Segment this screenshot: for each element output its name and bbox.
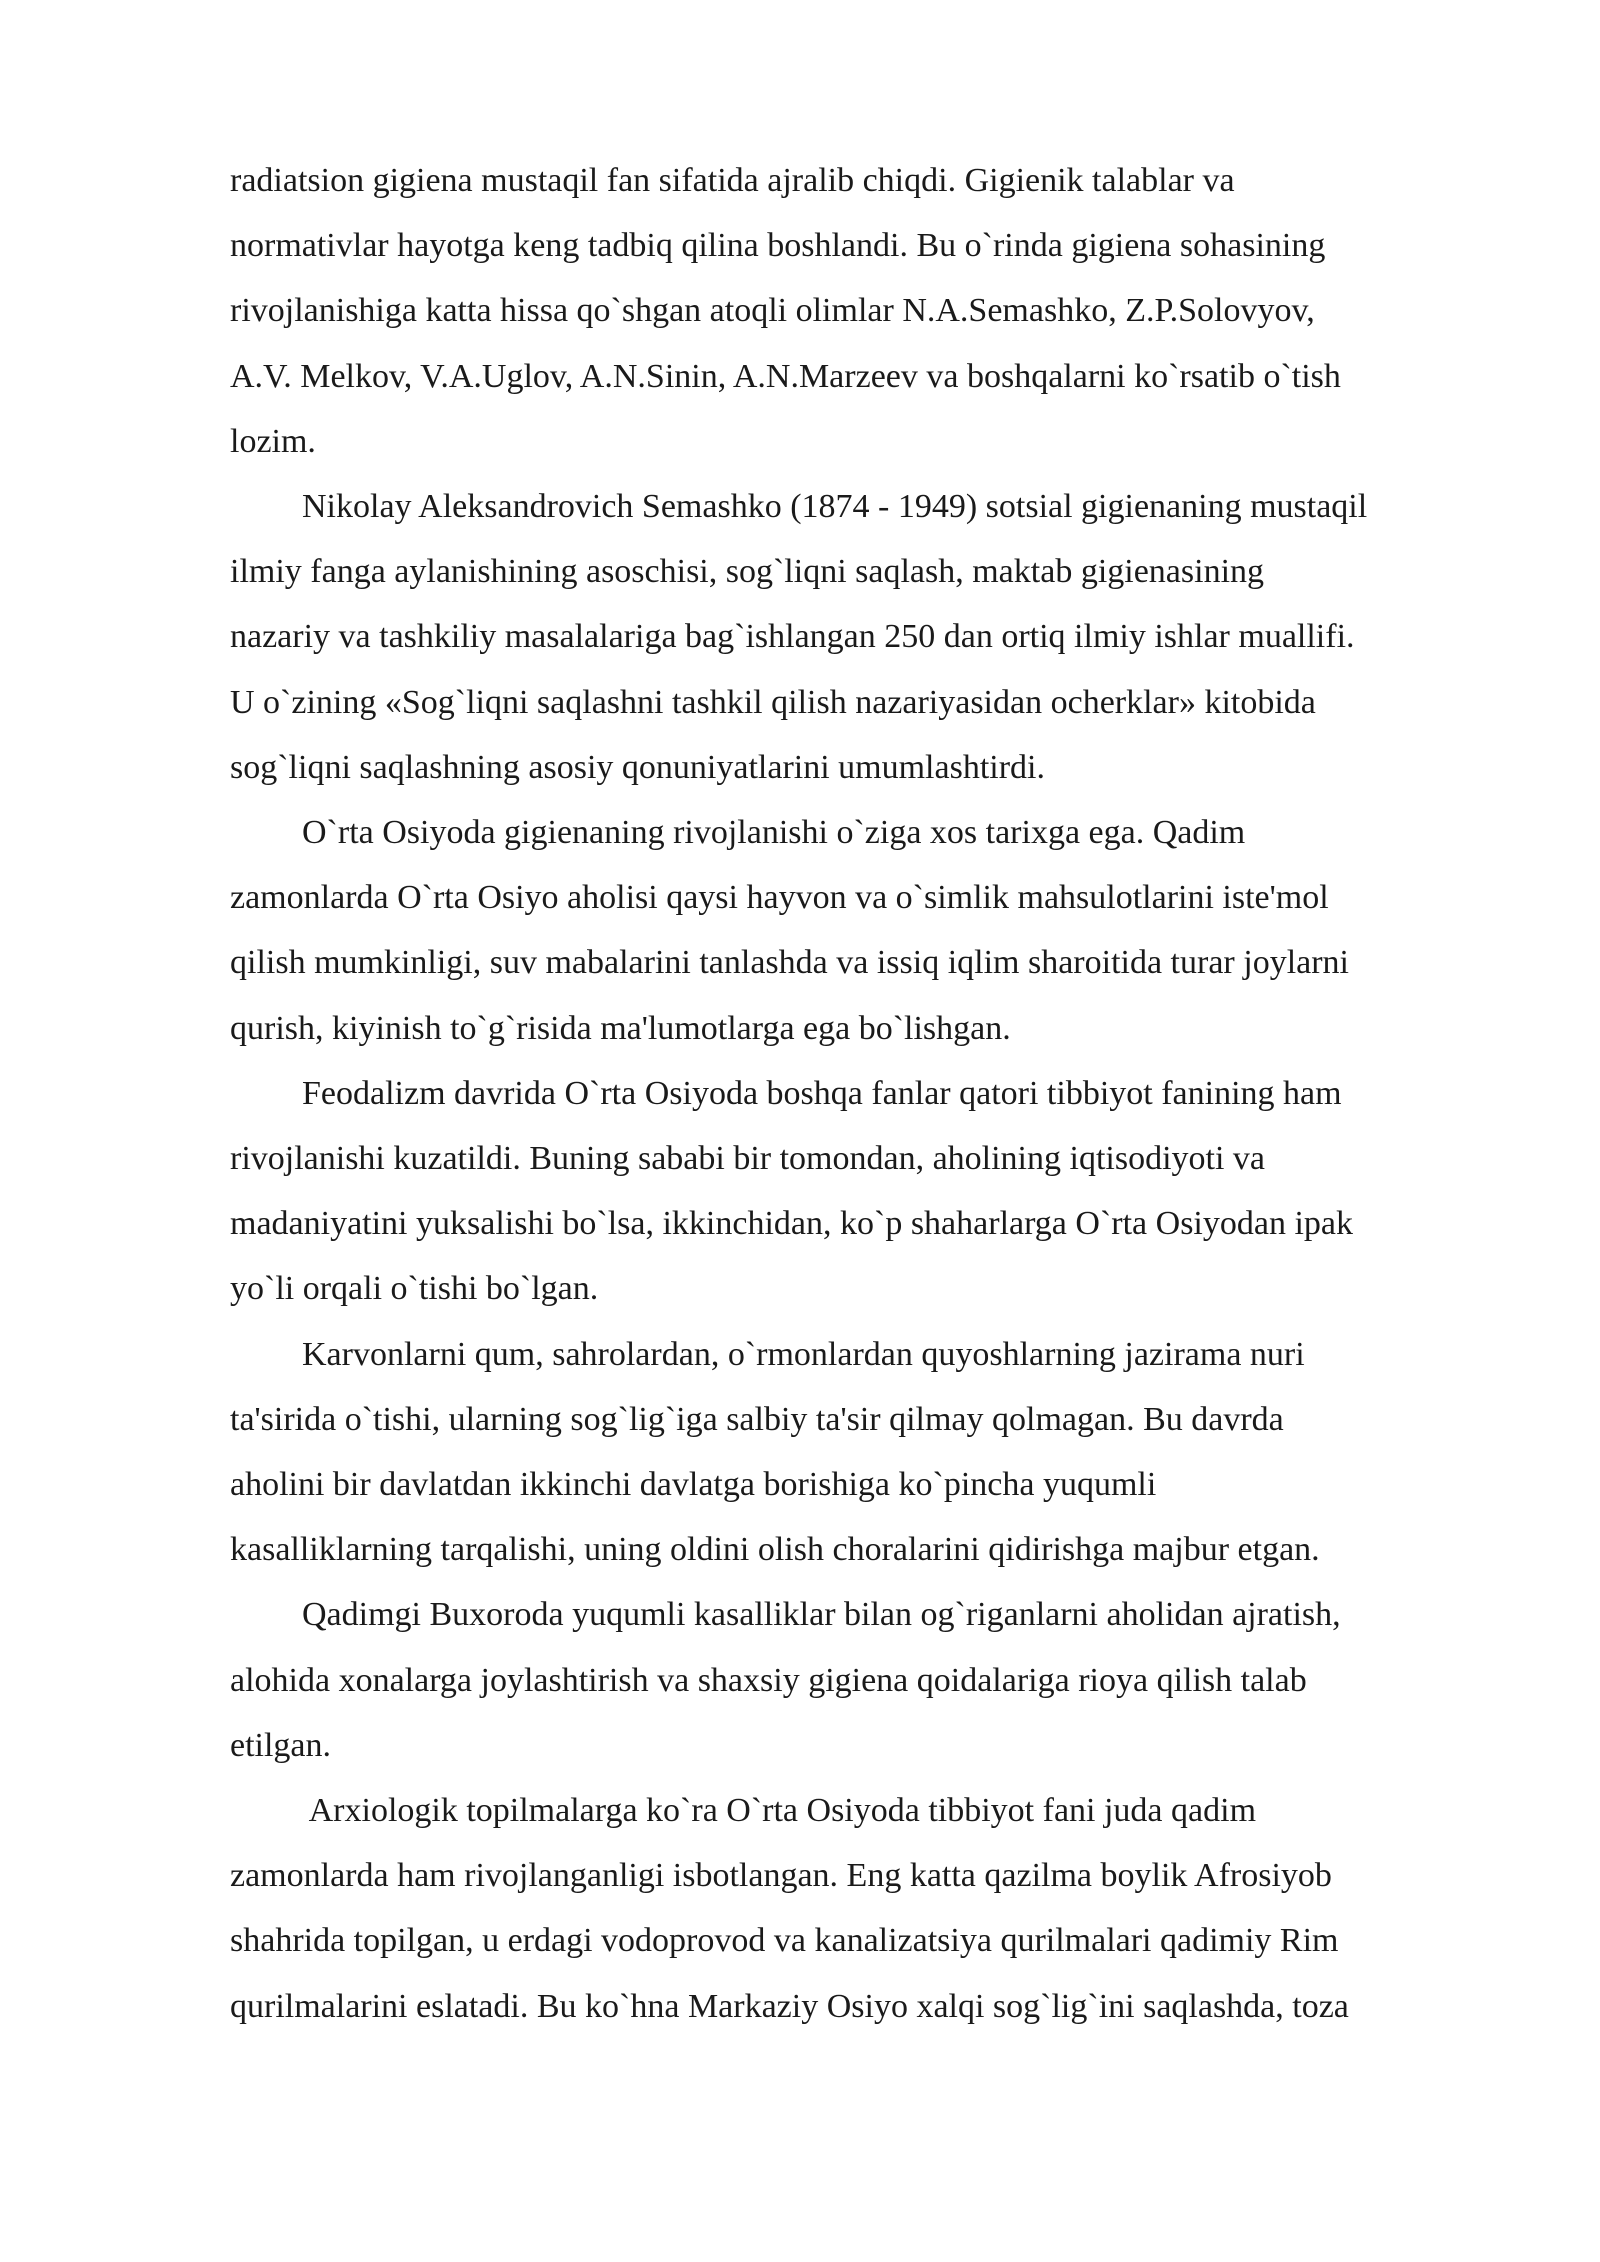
text-line: Karvonlarni qum, sahrolardan, o`rmonlardan quyoshlarning jazirama nuri xyxy=(302,1335,1305,1373)
text-line: Nikolay Aleksandrovich Semashko (1874 - 1949) sotsial gigienaning mustaqil xyxy=(302,488,1368,526)
text-line: ilmiy fanga aylanishining asoschisi, sog`liqni saqlash, maktab gigienasining xyxy=(230,553,1265,591)
text-line: qurilmalarini eslatadi. Bu ko`hna Markaziy Osiyo xalqi sog`lig`ini saqlashda, toza xyxy=(230,1987,1349,2025)
text-line: A.V. Melkov, V.A.Uglov, A.N.Sinin, A.N.Marzeev va boshqalarni ko`rsatib o`tish xyxy=(230,357,1341,395)
text-line: yo`li orqali o`tishi bo`lgan. xyxy=(230,1270,599,1308)
text-line: shahrida topilgan, u erdagi vodoprovod va kanalizatsiya qurilmalari qadimiy Rim xyxy=(230,1922,1339,1960)
text-line: O`rta Osiyoda gigienaning rivojlanishi o`ziga xos tarixga ega. Qadim xyxy=(302,814,1246,852)
text-line: zamonlarda O`rta Osiyo aholisi qaysi hayvon va o`simlik mahsulotlarini iste'mol xyxy=(230,879,1329,917)
text-line: radiatsion gigiena mustaqil fan sifatida ajralib chiqdi. Gigienik talablar va xyxy=(230,162,1235,199)
text-line: alohida xonalarga joylashtirish va shaxsiy gigiena qoidalariga rioya qilish talab xyxy=(230,1661,1307,1699)
text-line: U o`zining «Sog`liqni saqlashni tashkil qilish nazariyasidan ocherklar» kitobida xyxy=(230,683,1316,721)
text-line: Qadimgi Buxoroda yuqumli kasalliklar bilan og`riganlarni aholidan ajratish, xyxy=(302,1596,1341,1634)
text-line: Arxiologik topilmalarga ko`ra O`rta Osiyoda tibbiyot fani juda qadim xyxy=(302,1792,1257,1830)
text-line: etilgan. xyxy=(230,1726,332,1764)
text-line: Feodalizm davrida O`rta Osiyoda boshqa fanlar qatori tibbiyot fanining ham xyxy=(302,1074,1342,1112)
text-line: rivojlanishiga katta hissa qo`shgan atoqli olimlar N.A.Semashko, Z.P.Solovyov, xyxy=(230,292,1315,330)
text-line: qurish, kiyinish to`g`risida ma'lumotlarga ega bo`lishgan. xyxy=(230,1009,1011,1047)
text-line: nazariy va tashkiliy masalalariga bag`ishlangan 250 dan ortiq ilmiy ishlar muallifi. xyxy=(230,618,1355,656)
text-line: zamonlarda ham rivojlanganligi isbotlangan. Eng katta qazilma boylik Afrosiyob xyxy=(230,1857,1332,1895)
text-line: ta'sirida o`tishi, ularning sog`lig`iga salbiy ta'sir qilmay qolmagan. Bu davrda xyxy=(230,1400,1284,1438)
text-line: qilish mumkinligi, suv mabalarini tanlashda va issiq iqlim sharoitida turar joylarni xyxy=(230,944,1349,982)
text-line: kasalliklarning tarqalishi, uning oldini olish choralarini qidirishga majbur etgan. xyxy=(230,1531,1320,1569)
text-line: madaniyatini yuksalishi bo`lsa, ikkinchidan, ko`p shaharlarga O`rta Osiyodan ipak xyxy=(230,1205,1353,1243)
text-line: sog`liqni saqlashning asosiy qonuniyatlarini umumlashtirdi. xyxy=(230,748,1045,786)
text-line: lozim. xyxy=(230,422,316,460)
text-line: aholini bir davlatdan ikkinchi davlatga borishiga ko`pincha yuqumli xyxy=(230,1466,1157,1504)
text-line: rivojlanishi kuzatildi. Buning sababi bir tomondan, aholining iqtisodiyoti va xyxy=(230,1140,1266,1178)
body-text xyxy=(230,148,1490,2039)
text-line: normativlar hayotga keng tadbiq qilina boshlandi. Bu o`rinda gigiena sohasining xyxy=(230,227,1326,265)
